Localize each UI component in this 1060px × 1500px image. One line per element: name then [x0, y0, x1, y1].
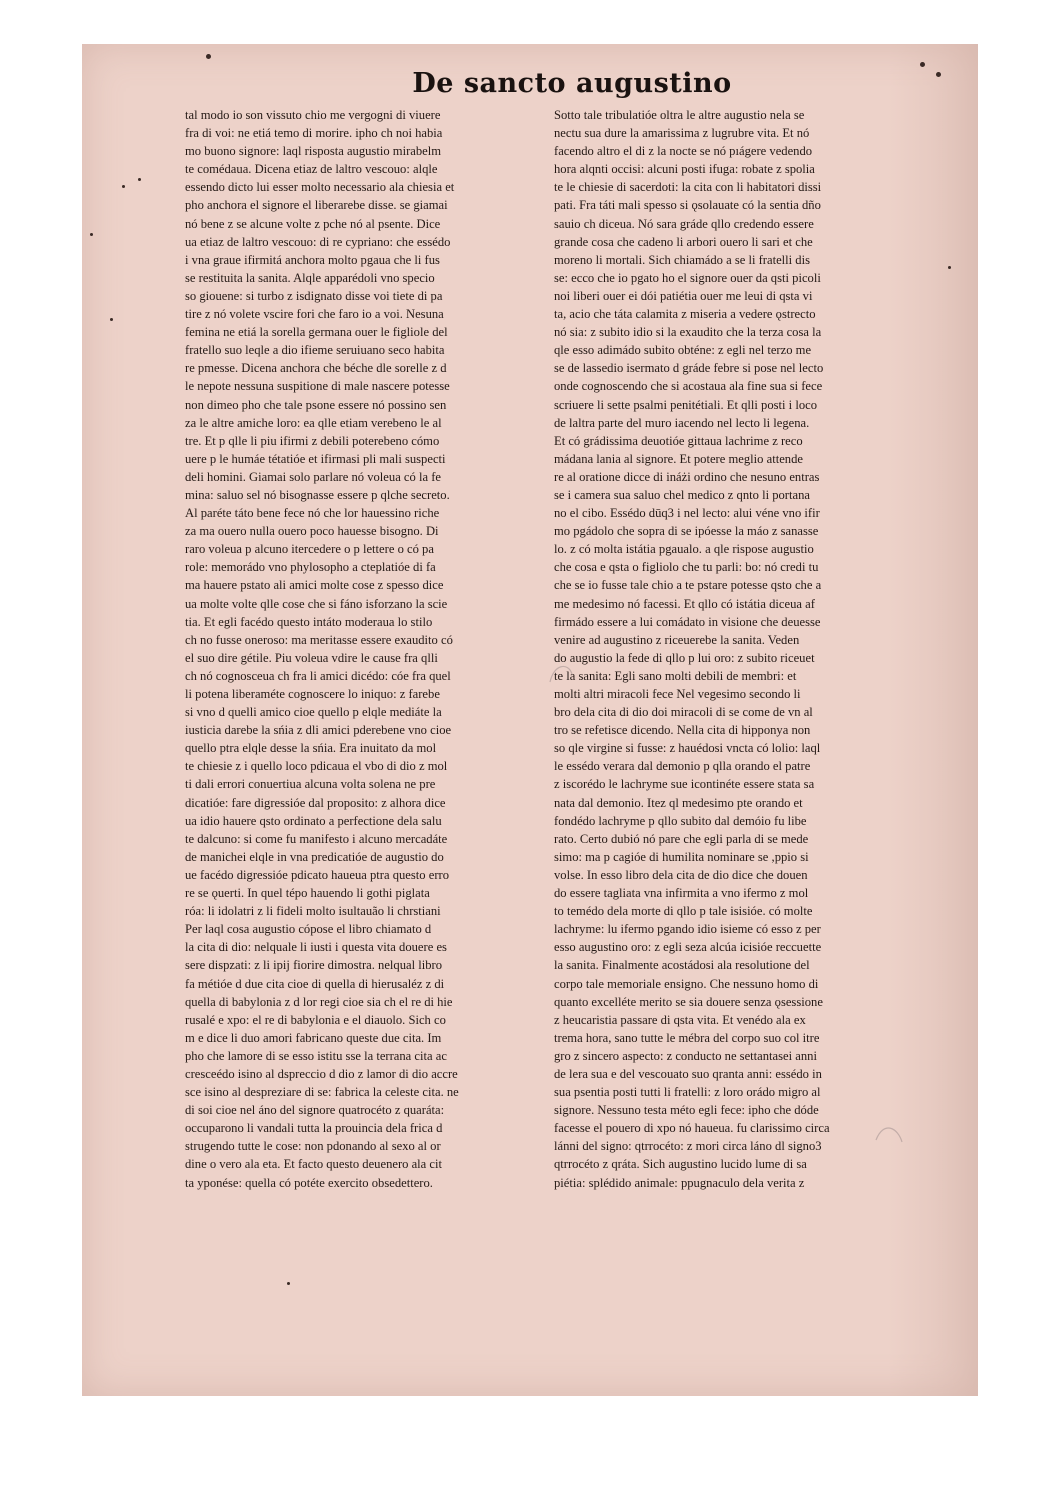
text-line: di soi cioe nel áno del signore quatrocéto z quaráta: — [185, 1103, 445, 1118]
running-header: De sancto augustino — [412, 68, 732, 99]
text-line: z iscorédo le lachryme sue icontinéte essere stata sa — [554, 777, 815, 792]
text-line: me medesimo nó facessi. Et qllo có istátia diceua af — [554, 596, 815, 611]
ink-speck — [936, 72, 941, 77]
text-line: ch no fusse oneroso: ma meritasse essere exaudito có — [185, 632, 453, 647]
ink-speck — [138, 178, 141, 181]
text-line: lachryme: lu ifermo pgando idio isieme có esso z per — [554, 922, 821, 937]
text-line: gro z sincero aspecto: z conducto ne settantasei anni — [554, 1048, 817, 1063]
text-line: so qle virgine si fusse: z hauédosi vncta có lolio: laql — [554, 741, 821, 756]
text-line: ue facédo digressióe pdicato haueua ptra questo erro — [185, 867, 450, 882]
text-line: fa métióe d due cita cioe di quella di hierusaléz z di — [185, 976, 445, 991]
text-line: dine o vero ala eta. Et facto questo deuenero ala cit — [185, 1157, 443, 1172]
text-line: so giouene: si turbo z isdignato disse voi tiete di pa — [185, 288, 443, 303]
text-line: la cita di dio: nelquale li iusti i questa vita douere es — [185, 940, 447, 955]
text-line: ta yponése: quella có potéte exercito obsedettero. — [185, 1175, 433, 1190]
stamp-mark-icon — [544, 654, 578, 688]
text-line: esso augustino oro: z egli seza alcúa icisióe reccuette — [554, 940, 822, 955]
text-line: qle esso adimádo subito obténe: z egli nel terzo me — [554, 343, 812, 358]
text-line: facendo altro el di z la nocte se nó pıágere vedendo — [554, 144, 813, 159]
text-line: re se ǫuerti. In quel tépo hauendo li gothi piglata — [185, 886, 430, 901]
text-line: nó sia: z subito idio si la exaudito che la terza cosa la — [554, 325, 822, 340]
text-line: Et có grádissima deuotióe gittaua lachrime z reco — [554, 433, 803, 448]
text-line: Sotto tale tribulatióe oltra le altre augustio nela se — [554, 108, 805, 122]
text-line: deli homini. Giamai solo parlare nó voleua có la fe — [185, 469, 441, 484]
text-line: se de lassedio isermato d gráde febre si pose nel lecto — [554, 361, 824, 376]
text-line: ua molte volte qlle cose che si fáno isforzano la scie — [185, 596, 448, 611]
text-line: noi liberi ouer ei dói patiétia ouer me leui di qsta vi — [554, 288, 813, 303]
right-text-column — [554, 106, 926, 1192]
text-line: re pmesse. Dicena anchora che béche dle sorelle z d — [185, 361, 447, 376]
text-line: Al paréte táto bene fece nó che lor hauessino riche — [185, 506, 440, 521]
text-line: de lera sua e del vescouato suo qranta anni: essédo in — [554, 1066, 822, 1081]
text-line: tro se refetisce dicendo. Nella cita di hipponya non — [554, 723, 811, 738]
text-line: ti dali errori conuertiua alcuna volta solena ne pre — [185, 777, 436, 792]
text-line: si vno d quelli amico cioe quello p elqle mediáte la — [185, 705, 442, 720]
text-line: grande cosa che cadeno li arbori ouero li sari et che — [554, 234, 813, 249]
text-line: qtrrocéto z qráta. Sich augustino lucido lume di sa — [554, 1157, 807, 1172]
text-line: fratello suo leqle a dio ifieme seruiuano seco habita — [185, 343, 445, 358]
ink-speck — [90, 233, 93, 236]
text-line: raro voleua p alcuno itercedere o p lettere o có pa — [185, 542, 434, 557]
text-line: tal modo io son vissuto chio me vergogni di viuere — [185, 108, 441, 122]
text-line: te comédaua. Dicena etiaz de laltro vescouo: alqle — [185, 162, 438, 177]
text-line: molti altri miracoli fece Nel vegesimo secondo li — [554, 687, 801, 701]
text-line: tia. Et egli facédo questo intáto moderaua lo stilo — [185, 614, 433, 629]
text-line: se: ecco che io pgato ho el signore ouer da qsti picoli — [554, 270, 821, 285]
ink-speck — [206, 54, 211, 59]
text-line: rato. Certo dubió nó pare che egli parla di se mede — [554, 831, 809, 846]
text-line: occuparono li vandali tutta la prouincia dela frica d — [185, 1121, 443, 1136]
text-line: mina: saluo sel nó bisognasse essere p qlche secreto. — [185, 487, 450, 502]
text-line: do essere tagliata vna infirmita a vno ifermo z mol — [554, 886, 809, 901]
text-line: to temédo dela morte di qllo p tale isisióe. có molte — [554, 904, 813, 919]
text-line: fra di voi: ne etiá temo di morire. ipho ch noi habia — [185, 126, 443, 141]
text-line: dicatióe: fare digressióe dal proposito: z alhora dice — [185, 795, 446, 810]
text-line: piétia: splédido animale: ppugnaculo dela verita z — [554, 1175, 805, 1190]
ink-speck — [110, 318, 113, 321]
text-line: te chiesie z i quello loco pdicaua el vbo di dio z mol — [185, 759, 448, 774]
text-line: z heucaristia passare di qsta vita. Et venédo ala ex — [554, 1012, 806, 1027]
text-line: quanto excelléte merito se sia douere senza ǫsessione — [554, 994, 823, 1009]
left-text-column — [185, 106, 533, 1192]
stamp-mark-icon — [872, 1114, 906, 1148]
text-line: venire ad augustino z riceuerebe la sanita. Veden — [554, 632, 800, 647]
text-line: mádana lania al signore. Et potere meglio attende — [554, 451, 803, 466]
text-line: sauio ch diceua. Nó sara gráde qllo credendo essere — [554, 216, 814, 231]
text-line: mo pgádolo che sopra di se ipóesse la máo z sanasse — [554, 524, 819, 539]
text-line: nó bene z se alcune volte z pche nó al psente. Dice — [185, 216, 441, 231]
text-line: tire z nó volete vscire fori che faro io a voi. Nesuna — [185, 307, 444, 322]
text-line: scriuere li sette psalmi penitétiali. Et qlli posti i loco — [554, 397, 818, 412]
text-line: ua idio hauere qsto ordinato a perfectione dela salu — [185, 813, 442, 828]
text-line: non dimeo pho che tale psone essere nó possino sen — [185, 397, 447, 412]
text-line: simo: ma p cagióe di humilita nominare se ,ppio si — [554, 849, 809, 864]
text-line: corpo tale memoriale ensigno. Che nessuno homo di — [554, 976, 819, 991]
text-line: se i camera sua saluo chel medico z qnto li portana — [554, 487, 810, 502]
text-line: uere p le humáe tétatióe et ifirmasi pli mali suspecti — [185, 451, 446, 466]
text-line: bro dela cita di dio doi miracoli di se come de vn al — [554, 705, 813, 720]
text-line: do augustio la fede di qllo p lui oro: z subito riceuet — [554, 650, 815, 665]
text-line: role: memorádo vno phylosopho a cteplatióe di fa — [185, 560, 436, 575]
text-line: iusticia darebe la sńia z dli amici pderebene vno cioe — [185, 723, 452, 738]
text-line: nata dal demonio. Itez ql medesimo pte orando et — [554, 795, 803, 810]
text-line: Per laql cosa augustio cópose el libro chiamato d — [185, 922, 432, 937]
text-line: moreno li mortali. Sich chiamádo a se li fratelli dis — [554, 252, 811, 267]
text-line: se restituita la sanita. Alqle apparédoli vno specio — [185, 270, 435, 285]
text-line: róa: li idolatri z li fideli molto isultauão li chrstiani — [185, 904, 441, 919]
text-line: hora alqnti occisi: alcuni posti ifuga: robate z spolia — [554, 162, 815, 177]
text-line: pho anchora el signore el liberarebe disse. se giamai — [185, 198, 448, 213]
text-line: che cosa e qsta o figliolo che tu parli: bo: nó credi tu — [554, 560, 819, 575]
text-line: rusalé e xpo: el re di babylonia e el diauolo. Sich co — [185, 1012, 446, 1027]
ink-speck — [122, 185, 125, 188]
text-line: li potena liberaméte cognoscere lo iniquo: z farebe — [185, 687, 440, 701]
text-line: mo buono signore: laql risposta augustio mirabelm — [185, 144, 442, 159]
text-line: lánni del signo: qtrrocéto: z mori circa láno dl signo3 — [554, 1139, 822, 1154]
text-line: pati. Fra táti mali spesso si ǫsolauate có la sentia dño — [554, 198, 821, 213]
text-line: femina ne etiá la sorella germana ouer le figliole del — [185, 325, 448, 340]
text-line: el suo dire gétile. Piu voleua vdire le cause fra qlli — [185, 650, 438, 665]
text-line: trema hora, sano tutte le mébra del corpo suo col itre — [554, 1030, 820, 1045]
text-line: fondédo lachryme p qllo subito dal demóio fu libe — [554, 813, 807, 828]
text-line: lo. z có molta istátia pgaualo. a qle rispose augustio — [554, 542, 814, 557]
text-line: onde cognoscendo che si acostaua ala fine sua si fece — [554, 379, 823, 394]
text-line: sce isino al despreziare di se: fabrica la celeste cita. ne — [185, 1085, 459, 1100]
text-line: re al oratione dicce di ináżi ordino che nesuno entras — [554, 469, 820, 484]
ink-speck — [287, 1282, 290, 1285]
text-line: che se io fusse tale chio a te pstare potesse qsto che a — [554, 578, 822, 593]
text-line: de manichei elqle in vna predicatióe de augustio do — [185, 849, 444, 864]
scanned-page — [82, 44, 978, 1396]
text-line: m e dice li duo amori fabricano queste due cita. Im — [185, 1030, 442, 1045]
text-line: pho che lamore di se esso istitu sse la terrana cita ac — [185, 1048, 447, 1063]
text-line: ua etiaz de laltro vescouo: di re cypriano: che essédo — [185, 234, 451, 249]
text-line: le nepote nessuna suspitione di male nascere potesse — [185, 379, 450, 394]
text-line: no el cibo. Essédo dūq3 i nel lecto: alui véne vno ifir — [554, 506, 820, 521]
text-line: ch nó cognosceua ch fra li amici dicédo: cóe fra quel — [185, 668, 451, 683]
text-line: firmádo essere a lui comádato in visione che deuesse — [554, 614, 821, 629]
text-line: te dalcuno: si come fu manifesto i alcuno mercadáte — [185, 831, 448, 846]
text-line: quella di babylonia z d lor regi cioe sia ch el re di hie — [185, 994, 453, 1009]
text-line: la sanita. Finalmente acostádosi ala resolutione del — [554, 958, 810, 973]
text-line: za le altre amiche loro: ea qlle etiam verebeno le al — [185, 415, 442, 430]
ink-speck — [920, 62, 925, 67]
text-line: de laltra parte del muro iacendo nel lecto li legena. — [554, 415, 810, 430]
ink-speck — [948, 266, 951, 269]
text-line: le essédo verara dal demonio p qlla orando el patre — [554, 759, 811, 774]
text-line: te le chiesie di sacerdoti: la cita con li habitatori dissi — [554, 180, 822, 195]
text-line: facesse el pouero di xpo nó haueua. fu clarissimo circa — [554, 1121, 830, 1136]
text-line: sua psentia posti tutti li fratelli: z loro orádo migro al — [554, 1085, 821, 1100]
text-line: te la sanita: Egli sano molti debili de membri: et — [554, 668, 797, 683]
text-line: signore. Nessuno testa méto egli fece: ipho che dóde — [554, 1103, 819, 1118]
text-line: strugendo tutte le cose: non pdonando al sexo al or — [185, 1139, 441, 1154]
text-line: quello ptra elqle desse la sńia. Era inuitato da mol — [185, 741, 437, 756]
text-line: volse. In esso libro dela cita de dio dice che douen — [554, 867, 808, 882]
text-line: sere dispzati: z li ipij fiorire dimostra. nelqual libro — [185, 958, 443, 973]
text-line: ma hauere pstato ali amici molte cose z spesso dice — [185, 578, 444, 593]
text-line: nectu sua dure la amarissima z lugrubre vita. Et nó — [554, 126, 810, 141]
text-line: essendo dicto lui esser molto necessario ala chiesia et — [185, 180, 455, 195]
text-line: cresceédo isino al dspreccio d dio z lamor di dio accre — [185, 1066, 458, 1081]
text-line: i vna graue ifirmitá anchora molto pgaua che li fus — [185, 252, 440, 267]
text-line: tre. Et p qlle li piu ifirmi z debili poterebeno cómo — [185, 433, 440, 448]
text-line: ta, acio che táta calamita z miseria a vedere ǫstrecto — [554, 307, 816, 322]
text-line: za ma ouero nulla ouero poco hauesse bisogno. Di — [185, 524, 439, 539]
